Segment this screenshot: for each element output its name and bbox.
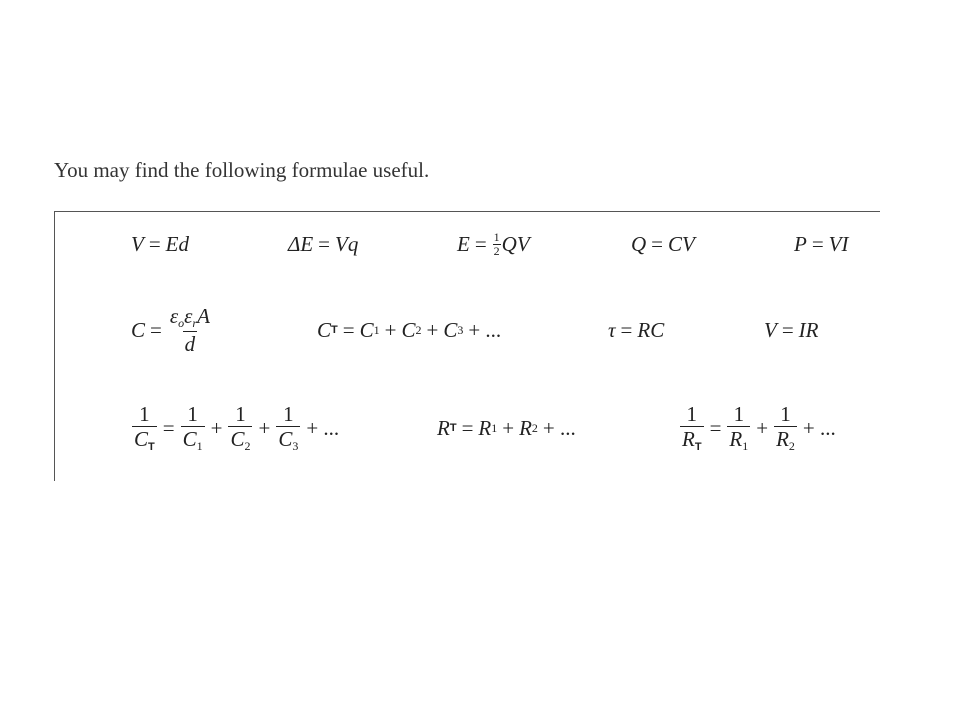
expression: Vq [335,231,359,256]
term: C [401,317,416,342]
symbol: P [794,231,807,256]
reciprocal-term [774,403,797,453]
reciprocal-term [276,403,300,453]
formula-v-ed [131,214,189,274]
denominator: d [184,331,196,356]
equals-sign: = [709,415,722,440]
denominator: $R_T$ [682,426,702,453]
term: C [443,317,458,342]
expression: IR [798,317,819,342]
equals-sign: = [781,317,794,342]
equals-sign: = [342,317,355,342]
denominator: 2 [493,243,500,258]
denominator: $C_T$ [134,426,155,453]
reciprocal-term [228,403,252,453]
subscript: 3 [457,322,464,337]
symbol: C [317,317,332,342]
denominator: $C_3$ [278,427,299,454]
area-symbol: A [197,304,210,329]
reciprocal-total [132,403,157,454]
numerator: 1 [686,401,698,426]
denominator: $R_2$ [776,427,795,454]
equals-sign: = [162,415,175,440]
subscript: o [178,316,185,331]
denominator: $C_2$ [230,427,251,454]
numerator [168,305,212,331]
equals-sign: = [651,231,664,256]
numerator: 1 [733,402,745,427]
ellipsis: + ... [542,415,576,440]
formula-charge [631,214,695,274]
formula-box-top-border [54,211,880,212]
reciprocal-total [680,403,704,454]
expression: Ed [165,231,189,256]
ellipsis: + ... [802,415,836,440]
term: R [478,415,492,440]
epsilon-symbol: ε [184,304,193,329]
formula-ohms-law [764,300,819,360]
term: R [519,415,532,440]
subscript: 2 [531,420,538,435]
subscript: T [331,324,338,336]
ellipsis: + ... [468,317,502,342]
expression: VI [828,231,849,256]
symbol: C [131,317,146,342]
plus-sign: + [258,415,271,440]
equals-sign: = [148,231,161,256]
symbol: E [457,231,470,256]
plus-sign: + [384,317,397,342]
formula-resistors-series [437,398,576,458]
formula-capacitors-parallel [317,300,501,360]
subscript: 1 [491,420,498,435]
expression: QV [501,231,530,256]
symbol: ΔE [288,231,314,256]
expression: RC [637,317,665,342]
formula-capacitance [131,300,213,360]
plus-sign: + [502,415,515,440]
numerator: 1 [139,401,150,426]
ellipsis: + ... [306,415,340,440]
symbol: Q [631,231,647,256]
subscript: 1 [373,322,380,337]
subscript: 2 [415,322,422,337]
equals-sign: = [811,231,824,256]
formula-power [794,214,849,274]
formula-delta-e [288,214,358,274]
symbol: R [437,415,450,440]
permittivity-fraction [168,305,212,355]
formula-capacitors-series [131,398,339,458]
plus-sign: + [756,415,769,440]
term: C [359,317,374,342]
half-fraction [493,231,501,257]
symbol: V [131,231,144,256]
equals-sign: = [461,415,474,440]
equals-sign: = [150,317,162,342]
formula-box-left-border [54,211,55,481]
equals-sign: = [318,231,330,256]
numerator: 1 [493,229,500,244]
reciprocal-term [181,403,205,453]
plus-sign: + [210,415,223,440]
intro-text: You may find the following formulae useful. [54,158,430,182]
formula-resistors-parallel [679,398,836,458]
numerator: 1 [283,402,294,427]
reciprocal-term [727,403,750,453]
equals-sign: = [474,231,487,256]
formula-energy [457,214,530,274]
denominator: $C_1$ [182,427,203,454]
epsilon-symbol: ε [169,304,179,329]
numerator: 1 [187,402,198,427]
numerator: 1 [235,402,246,427]
subscript: T [449,422,457,434]
symbol: V [764,317,777,342]
formula-time-constant [608,300,664,360]
symbol: τ [608,317,616,342]
subscript: r [192,316,198,331]
plus-sign: + [426,317,439,342]
denominator: $R_1$ [729,427,749,454]
equals-sign: = [620,317,633,342]
expression: CV [668,231,695,256]
numerator: 1 [780,402,791,427]
